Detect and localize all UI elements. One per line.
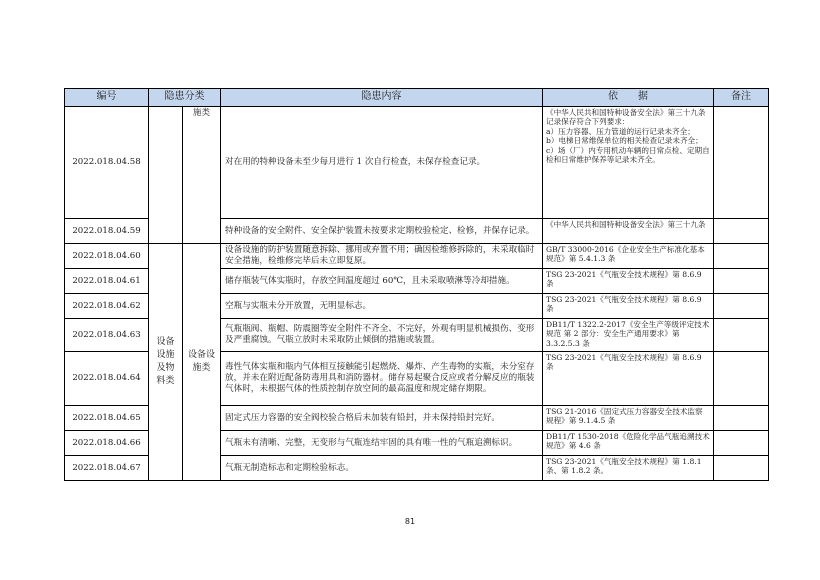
row-note (714, 406, 769, 431)
row-content: 气瓶未有清晰、完整，无变形与气瓶连结牢固的具有唯一性的气瓶追溯标识。 (221, 431, 543, 456)
header-note: 备注 (714, 89, 769, 107)
row-content: 特种设备的安全附件、安全保护装置未按要求定期校验检定、检修，并保存记录。 (221, 219, 543, 244)
row-note (714, 219, 769, 244)
header-code: 编号 (65, 89, 149, 107)
subcategory-cell: 设备设施类 (183, 244, 221, 481)
row-content: 固定式压力容器的安全阀校验合格后未加装有铅封，并未保持铅封完好。 (221, 406, 543, 431)
row-code: 2022.018.04.67 (65, 456, 149, 481)
header-category: 隐患分类 (149, 89, 221, 107)
row-note (714, 431, 769, 456)
table-row (65, 244, 769, 269)
row-note (714, 456, 769, 481)
row-code: 2022.018.04.65 (65, 406, 149, 431)
row-content: 空瓶与实瓶未分开放置，无明显标志。 (221, 294, 543, 319)
header-content: 隐患内容 (221, 89, 543, 107)
table-header-row (65, 89, 769, 107)
row-note (714, 269, 769, 294)
row-basis: DB11/T 1322.2-2017《安全生产等级评定技术规范 第 2 部分：安全生产通用要求》第 3.3.2.5.3 条 (543, 319, 714, 352)
row-content: 设备设施的防护装置随意拆除、挪用或弃置不用；确因检维修拆除的，未采取临时安全措施，检维修完毕后未立即复原。 (221, 244, 543, 269)
table-row (65, 107, 769, 219)
row-code: 2022.018.04.62 (65, 294, 149, 319)
row-note (714, 294, 769, 319)
row-content: 储存瓶装气体实瓶时，存放空间温度超过 60℃，且未采取喷淋等冷却措施。 (221, 269, 543, 294)
row-basis: TSG 23-2021《气瓶安全技术规程》第 8.6.9 条 (543, 352, 714, 406)
row-basis: DB11/T 1530-2018《危险化学品气瓶追溯技术规范》第 4.6 条 (543, 431, 714, 456)
row-code: 2022.018.04.59 (65, 219, 149, 244)
row-content: 气瓶无制造标志和定期检验标志。 (221, 456, 543, 481)
row-basis: TSG 23-2021《气瓶安全技术规程》第 8.6.9 条 (543, 269, 714, 294)
row-code: 2022.018.04.60 (65, 244, 149, 269)
row-basis: TSG 23-2021《气瓶安全技术规程》第 1.8.1 条、第 1.8.2 条。 (543, 456, 714, 481)
hazard-table (64, 88, 769, 481)
header-basis: 依 据 (543, 89, 714, 107)
row-note (714, 319, 769, 352)
row-basis: TSG 23-2021《气瓶安全技术规程》第 8.6.9 条 (543, 294, 714, 319)
row-content: 毒性气体实瓶和瓶内气体相互接触能引起燃烧、爆炸、产生毒物的实瓶，未分室存放，并未在附近配备防毒用具和消防器材。储存易起聚合反应或者分解反应的瓶装气体时，未根据气体的性质控制存放空间的最高温度和规定储存期限。 (221, 352, 543, 406)
row-code: 2022.018.04.64 (65, 352, 149, 406)
row-content: 气瓶瓶阀、瓶帽、防震圈等安全附件不齐全、不完好，外观有明显机械损伤、变形及严重腐蚀。气瓶立放时未采取防止倾倒的措施或装置。 (221, 319, 543, 352)
category-cell: 设备设施及物料类 (149, 244, 183, 481)
row-code: 2022.018.04.66 (65, 431, 149, 456)
row-code: 2022.018.04.58 (65, 107, 149, 219)
subcategory-cell-prev: 施类 (183, 107, 221, 244)
row-code: 2022.018.04.63 (65, 319, 149, 352)
row-basis: TSG 21-2016《固定式压力容器安全技术监察规程》第 9.1.4.5 条 (543, 406, 714, 431)
row-code: 2022.018.04.61 (65, 269, 149, 294)
row-content: 对在用的特种设备未至少每月进行 1 次自行检查，未保存检查记录。 (221, 107, 543, 219)
row-note (714, 352, 769, 406)
page-number: 81 (404, 517, 416, 526)
row-note (714, 107, 769, 219)
category-cell-prev (149, 107, 183, 244)
row-basis: 《中华人民共和国特种设备安全法》第三十九条 记录保存符合下列要求： a）压力容器、压力管道的运行记录未齐全； b）电梯日常维保单位的相关检查记录未齐全； c）场（厂）内专用机动车辆的日常点检、定期自检和日常维护保养等记录未齐全。 (543, 107, 714, 219)
row-basis: GB/T 33000-2016《企业安全生产标准化基本规范》第 5.4.1.3 条 (543, 244, 714, 269)
row-basis: 《中华人民共和国特种设备安全法》第三十九条 (543, 219, 714, 244)
row-note (714, 244, 769, 269)
